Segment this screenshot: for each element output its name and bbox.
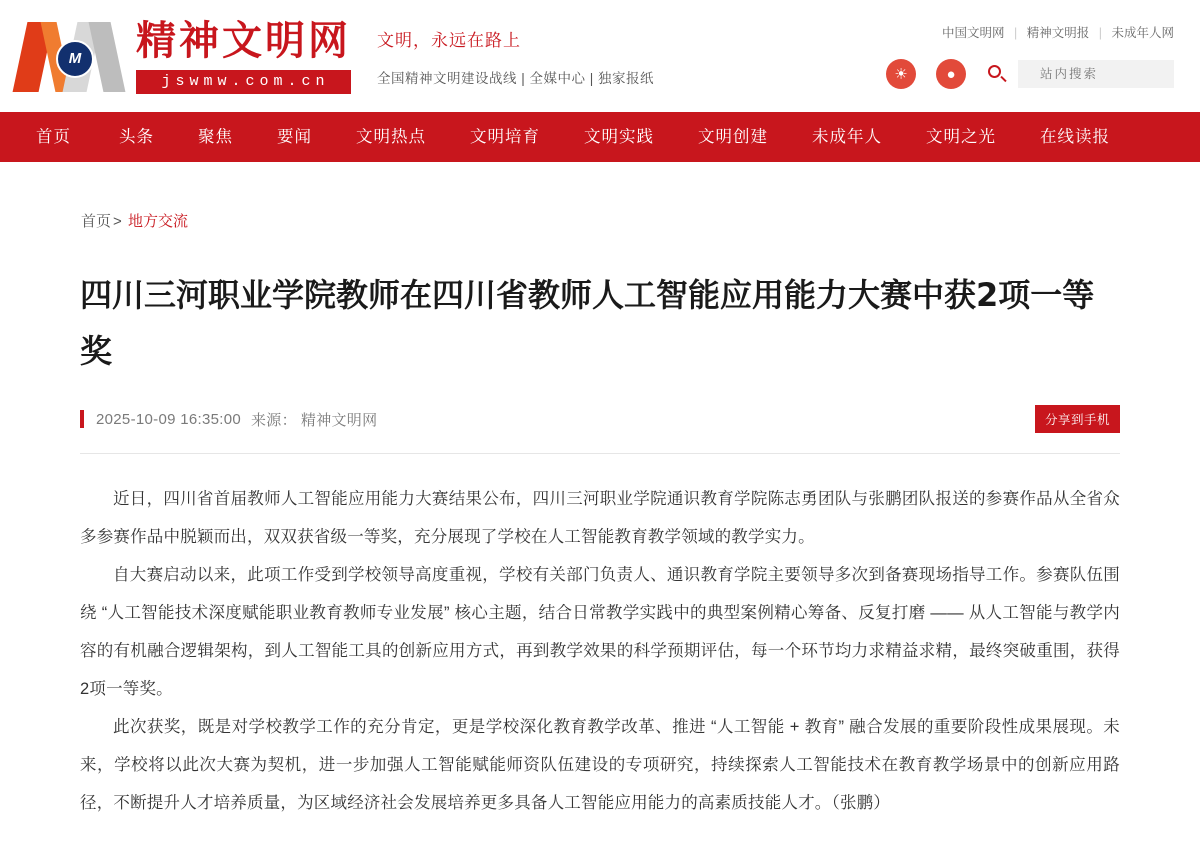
nav-item-jujiao[interactable]: 聚焦	[198, 128, 233, 146]
article-paragraph: 此次获奖，既是对学校教学工作的充分肯定，更是学校深化教育教学改革、推进 “人工智能 + 教育” 融合发展的重要阶段性成果展现。未来，学校将以此次大赛为契机，进一步加强人工智能赋能师资队伍建设的专项研究，持续探索人工智能技术在教育教学场景中的创新应用路径，不断提升人才培养质量，为区域经济社会发展培养更多具备人工智能应用能力的高素质技能人才。（张鹏）	[80, 718, 1120, 812]
page-title: 四川三河职业学院教师在四川省教师人工智能应用能力大赛中获2项一等奖	[80, 276, 1095, 370]
nav-item-wenming-zhiguang[interactable]: 文明之光	[926, 128, 996, 146]
search-area	[986, 60, 1174, 88]
nav-item-weichengnianren[interactable]: 未成年人	[812, 128, 882, 146]
site-header	[0, 0, 1200, 112]
logo-monogram: M	[56, 40, 94, 78]
nav-item-wenming-shijian[interactable]: 文明实践	[584, 128, 654, 146]
article-meta	[80, 405, 1120, 454]
nav-item-toutiao[interactable]: 头条	[119, 128, 154, 146]
nav-item-wenming-peiyu[interactable]: 文明培育	[470, 128, 540, 146]
breadcrumb-home[interactable]: 首页	[81, 213, 112, 230]
site-name: 精神文明网	[136, 17, 351, 64]
top-link-separator: |	[1098, 26, 1102, 40]
slogan-primary: 文明，永远在路上	[377, 30, 521, 50]
article-container	[80, 162, 1120, 822]
top-link-separator: |	[1014, 26, 1018, 40]
nav-item-yaowen[interactable]: 要闻	[277, 128, 312, 146]
site-domain: jswmw.com.cn	[136, 70, 351, 94]
top-links	[942, 23, 1174, 41]
search-icon[interactable]	[986, 63, 1008, 85]
logo-text	[136, 18, 351, 94]
site-logo[interactable]	[18, 18, 351, 94]
logo-mark-icon	[18, 18, 122, 94]
article-date: 2025-10-09 16:35:00	[96, 410, 241, 428]
header-tools	[886, 59, 1174, 89]
article-source: 精神文明网	[300, 411, 378, 429]
article-paragraph: 自大赛启动以来，此项工作受到学校领导高度重视，学校有关部门负责人、通识教育学院主要领导多次到备赛现场指导工作。参赛队伍围绕 “人工智能技术深度赋能职业教育教师专业发展” 核心主题，结合日常教学实践中的典型案例精心筹备、反复打磨 —— 从人工智能与教学内容的有机融合逻辑架构，到人工智能工具的创新应用方式，再到教学效果的科学预期评估，每一个环节均力求精益求精，最终突破重围，获得2项一等奖。	[80, 566, 1120, 698]
nav-item-wenming-redian[interactable]: 文明热点	[356, 128, 426, 146]
nav-item-wenming-chuangjian[interactable]: 文明创建	[698, 128, 768, 146]
search-input[interactable]	[1018, 60, 1174, 88]
article-source-label: 来源：	[251, 411, 297, 429]
weibo-icon[interactable]: ●	[936, 59, 966, 89]
nav-item-home[interactable]: 首页	[36, 128, 71, 146]
top-link-2[interactable]: 未成年人网	[1111, 26, 1174, 40]
meta-accent-bar	[80, 410, 84, 428]
site-slogan	[377, 26, 654, 87]
top-link-0[interactable]: 中国文明网	[942, 26, 1005, 40]
wechat-icon[interactable]: ☀	[886, 59, 916, 89]
article-body	[80, 454, 1120, 822]
breadcrumb-current[interactable]: 地方交流	[127, 213, 188, 230]
share-to-mobile-button[interactable]: 分享到手机	[1035, 405, 1120, 433]
article-paragraph: 近日，四川省首届教师人工智能应用能力大赛结果公布，四川三河职业学院通识教育学院陈志勇团队与张鹏团队报送的参赛作品从全省众多参赛作品中脱颖而出，双双获省级一等奖，充分展现了学校在人工智能教育教学领域的教学实力。	[80, 490, 1120, 546]
header-right	[886, 23, 1180, 89]
slogan-secondary: 全国精神文明建设战线 | 全媒中心 | 独家报纸	[377, 70, 655, 86]
nav-item-zaixian-dubao[interactable]: 在线读报	[1040, 128, 1110, 146]
top-link-1[interactable]: 精神文明报	[1026, 26, 1090, 40]
main-nav	[0, 112, 1200, 162]
breadcrumb-separator: >	[113, 213, 122, 230]
breadcrumb	[80, 210, 1120, 231]
